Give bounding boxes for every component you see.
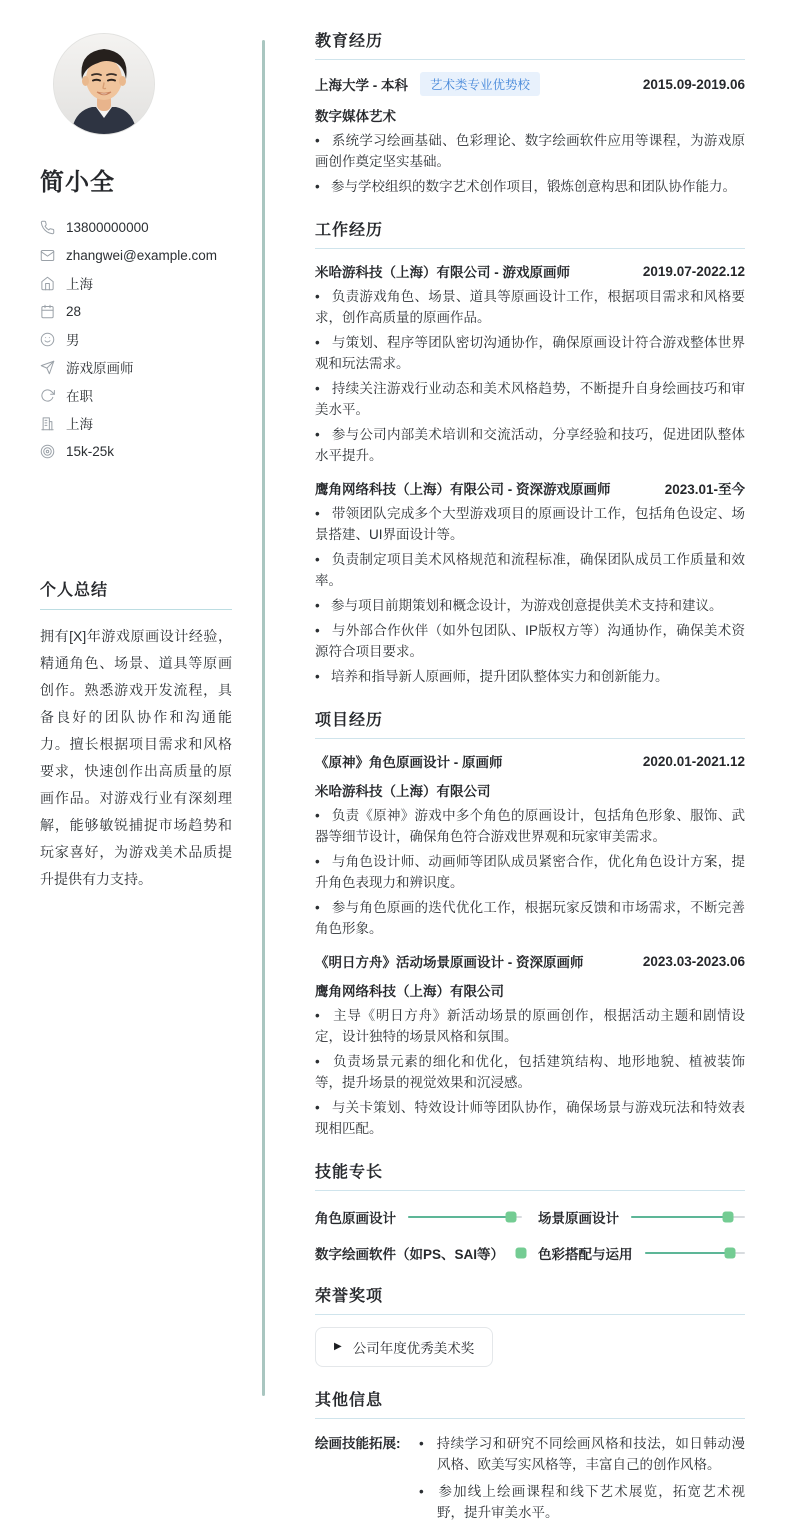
entry-header — [315, 478, 745, 498]
bullet-item: • 与外部合作伙伴（如外包团队、IP版权方等）沟通协作，确保美术资源符合项目要求。 — [315, 620, 745, 662]
education-section — [315, 28, 745, 197]
contact-value: 游戏原画师 — [66, 361, 134, 376]
bullet-item: • 与策划、程序等团队密切沟通协作，确保原画设计符合游戏整体世界观和玩法需求。 — [315, 332, 745, 374]
award-pill[interactable] — [315, 1327, 493, 1367]
skills-section — [315, 1159, 745, 1263]
other-section — [315, 1387, 745, 1529]
skill-slider[interactable] — [631, 1216, 745, 1218]
entry-title — [315, 751, 503, 771]
contact-item — [40, 213, 232, 241]
gender-icon — [40, 332, 55, 347]
entry-title-text: 米哈游科技（上海）有限公司 - 游戏原画师 — [315, 265, 570, 280]
skill-label: 角色原画设计 — [315, 1211, 396, 1226]
entry-title — [315, 951, 584, 971]
email-icon — [40, 248, 55, 263]
skill-slider-fill — [408, 1216, 511, 1218]
other-label: 绘画技能拓展: — [315, 1436, 401, 1451]
bullet-item: • 与关卡策划、特效设计师等团队协作，确保场景与游戏玩法和特效表现相匹配。 — [315, 1097, 745, 1139]
entry-bullets — [315, 1005, 745, 1139]
awards-section — [315, 1283, 745, 1367]
contact-value: zhangwei@example.com — [66, 247, 218, 263]
entry-bullets — [315, 503, 745, 687]
skill-slider-fill — [631, 1216, 728, 1218]
bullet-item: • 培养和指导新人原画师，提升团队整体实力和创新能力。 — [315, 666, 745, 687]
work-entry — [315, 478, 745, 687]
project-entry — [315, 951, 745, 1139]
entry-bullets — [315, 286, 745, 466]
home-icon — [40, 276, 55, 291]
skill-item — [315, 1243, 522, 1263]
calendar-icon — [40, 304, 55, 319]
contact-value: 在职 — [66, 389, 93, 404]
skill-slider-handle[interactable] — [724, 1248, 735, 1259]
skill-slider-handle[interactable] — [516, 1248, 527, 1259]
contact-item — [40, 241, 232, 269]
main-column — [265, 0, 794, 1520]
contact-item — [40, 409, 232, 437]
entry-title-text: 《明日方舟》活动场景原画设计 - 资深原画师 — [315, 955, 584, 970]
entry-date: 2019.07-2022.12 — [642, 263, 745, 279]
entry-header — [315, 261, 745, 281]
awards-title: 荣誉奖项 — [315, 1283, 745, 1315]
contact-value: 15k-25k — [66, 443, 115, 459]
bullet-item: • 参与公司内部美术培训和交流活动，分享经验和技巧，促进团队整体水平提升。 — [315, 424, 745, 466]
play-arrow-icon: ▶ — [334, 1341, 342, 1352]
skill-label: 色彩搭配与运用 — [538, 1247, 633, 1262]
bullet-item: • 与角色设计师、动画师等团队成员紧密合作，优化角色设计方案，提升角色表现力和辨识度。 — [315, 851, 745, 893]
bullet-item: • 负责制定项目美术风格规范和流程标准，确保团队成员工作质量和效率。 — [315, 549, 745, 591]
entry-date: 2015.09-2019.06 — [642, 76, 745, 92]
entry-title — [315, 478, 611, 498]
projects-title: 项目经历 — [315, 707, 745, 739]
bullet-item: • 参与角色原画的迭代优化工作，根据玩家反馈和市场需求，不断完善角色形象。 — [315, 897, 745, 939]
skill-slider[interactable] — [645, 1252, 746, 1254]
summary-section — [40, 577, 232, 893]
entry-header — [315, 951, 745, 971]
entry-subtitle: 鹰角网络科技（上海）有限公司 — [315, 984, 504, 999]
entry-title — [315, 72, 540, 96]
entry-title-text: 上海大学 - 本科 — [315, 78, 408, 93]
contact-list — [40, 213, 232, 465]
entry-header — [315, 72, 745, 96]
contact-value: 男 — [66, 333, 80, 348]
bullet-item: • 参与学校组织的数字艺术创作项目，锻炼创意构思和团队协作能力。 — [315, 176, 745, 197]
contact-item — [40, 381, 232, 409]
contact-item — [40, 353, 232, 381]
work-section — [315, 217, 745, 687]
education-title: 教育经历 — [315, 28, 745, 60]
contact-item — [40, 297, 232, 325]
sidebar — [0, 0, 262, 1434]
education-items — [315, 72, 745, 197]
other-row — [315, 1433, 745, 1529]
portrait-illustration — [54, 34, 154, 134]
skill-slider[interactable] — [516, 1252, 522, 1254]
entry-subtitle: 米哈游科技（上海）有限公司 — [315, 784, 491, 799]
education-entry — [315, 72, 745, 197]
entry-title — [315, 261, 570, 281]
award-row — [315, 1327, 745, 1367]
skill-item — [538, 1243, 745, 1263]
school-badge: 艺术类专业优势校 — [420, 72, 540, 96]
project-items — [315, 751, 745, 1139]
skills-grid — [315, 1207, 745, 1263]
contact-value: 上海 — [66, 277, 93, 292]
skills-title: 技能专长 — [315, 1159, 745, 1191]
other-bullets — [419, 1433, 745, 1529]
status-icon — [40, 388, 55, 403]
work-title: 工作经历 — [315, 217, 745, 249]
entry-subtitle: 数字媒体艺术 — [315, 109, 396, 124]
skill-slider-fill — [645, 1252, 730, 1254]
other-title: 其他信息 — [315, 1387, 745, 1419]
candidate-name: 简小全 — [40, 169, 115, 196]
skill-slider[interactable] — [408, 1216, 522, 1218]
bullet-item: • 负责场景元素的细化和优化，包括建筑结构、地形地貌、植被装饰等，提升场景的视觉效果和沉浸感。 — [315, 1051, 745, 1093]
projects-section — [315, 707, 745, 1139]
bullet-item: • 带领团队完成多个大型游戏项目的原画设计工作，包括角色设定、场景搭建、UI界面设计等。 — [315, 503, 745, 545]
bullet-item: • 主导《明日方舟》新活动场景的原画创作，根据活动主题和剧情设定，设计独特的场景风格和氛围。 — [315, 1005, 745, 1047]
entry-bullets — [315, 130, 745, 197]
summary-title: 个人总结 — [40, 577, 232, 610]
bullet-item: • 负责《原神》游戏中多个角色的原画设计，包括角色形象、服饰、武器等细节设计，确保角色符合游戏世界观和玩家审美需求。 — [315, 805, 745, 847]
bullet-item: • 系统学习绘画基础、色彩理论、数字绘画软件应用等课程，为游戏原画创作奠定坚实基础。 — [315, 130, 745, 172]
phone-icon — [40, 220, 55, 235]
skill-label: 场景原画设计 — [538, 1211, 619, 1226]
entry-date: 2023.01-至今 — [664, 482, 745, 497]
skill-item — [538, 1207, 745, 1227]
skill-slider-handle[interactable] — [722, 1212, 733, 1223]
contact-item — [40, 269, 232, 297]
entry-title-text: 鹰角网络科技（上海）有限公司 - 资深游戏原画师 — [315, 482, 611, 497]
entry-title-text: 《原神》角色原画设计 - 原画师 — [315, 755, 503, 770]
paper-plane-icon — [40, 360, 55, 375]
contact-value: 13800000000 — [66, 219, 149, 235]
entry-date: 2020.01-2021.12 — [642, 753, 745, 769]
contact-value: 上海 — [66, 417, 93, 432]
profile-photo — [53, 33, 155, 135]
bullet-item: • 参与项目前期策划和概念设计，为游戏创意提供美术支持和建议。 — [315, 595, 745, 616]
bullet-item: • 负责游戏角色、场景、道具等原画设计工作，根据项目需求和风格要求，创作高质量的原画作品。 — [315, 286, 745, 328]
skill-slider-handle[interactable] — [505, 1212, 516, 1223]
contact-item — [40, 437, 232, 465]
salary-icon — [40, 444, 55, 459]
other-bullet-item: • 持续学习和研究不同绘画风格和技法，如日韩动漫风格、欧美写实风格等，丰富自己的创作风格。 — [419, 1433, 745, 1475]
skill-label: 数字绘画软件（如PS、SAI等） — [315, 1247, 505, 1262]
contact-item — [40, 325, 232, 353]
work-items — [315, 261, 745, 687]
bullet-item: • 持续关注游戏行业动态和美术风格趋势，不断提升自身绘画技巧和审美水平。 — [315, 378, 745, 420]
project-entry — [315, 751, 745, 939]
work-entry — [315, 261, 745, 466]
entry-bullets — [315, 805, 745, 939]
other-bullet-item: • 参加线上绘画课程和线下艺术展览，拓宽艺术视野，提升审美水平。 — [419, 1481, 745, 1523]
entry-date: 2023.03-2023.06 — [642, 953, 745, 969]
skill-item — [315, 1207, 522, 1227]
entry-header — [315, 751, 745, 771]
summary-text: 拥有[X]年游戏原画设计经验，精通角色、场景、道具等原画创作。熟悉游戏开发流程，具备良好的团队协作和沟通能力。擅长根据项目需求和风格要求，快速创作出高质量的原画作品。对游戏行业有深刻理解，能够敏锐捕捉市场趋势和玩家喜好，为游戏美术品质提升提供有力支持。 — [40, 628, 232, 887]
award-label: 公司年度优秀美术奖 — [352, 1341, 475, 1356]
contact-value: 28 — [66, 303, 82, 319]
building-icon — [40, 416, 55, 431]
